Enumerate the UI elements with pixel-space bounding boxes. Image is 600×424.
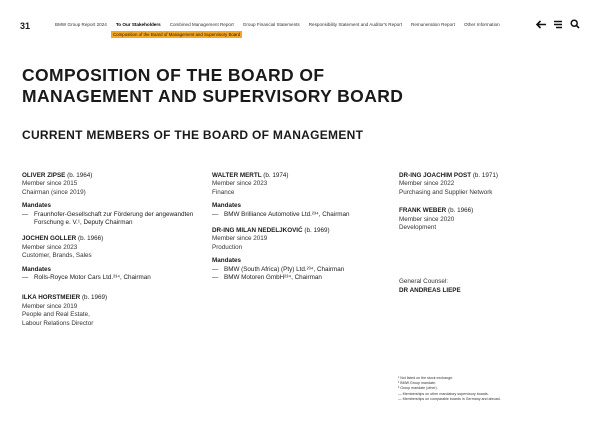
general-counsel-label: General Counsel: [399, 278, 449, 286]
back-arrow-icon[interactable] [535, 18, 547, 30]
member-name: FRANK WEBER [399, 207, 447, 215]
general-counsel [399, 278, 589, 295]
nav-item-responsibility-statement[interactable]: Responsibility Statement and Auditor's Report [308, 22, 403, 27]
footnote: ² BMW Group mandate. [398, 381, 436, 386]
member-birth-year: (b. 1964) [65, 172, 93, 179]
member-since: Member since 2022 [399, 180, 455, 188]
mandate-item: — Fraunhofer-Gesellschaft zur Förderung der angewandten Forschung e. V.¹, Deputy Chairman [22, 210, 194, 227]
member-since: Member since 2019 [212, 235, 268, 243]
member-name: OLIVER ZIPSE [22, 172, 66, 179]
toolbar-icons [535, 18, 581, 30]
member-since: Member since 2015 [22, 180, 78, 188]
nav-item-stakeholders[interactable]: To Our Stakeholders [115, 22, 161, 27]
member-horstmeier [22, 294, 202, 328]
member-name: DR-ING MILAN NEDELJKOVIĆ [212, 227, 303, 235]
member-birth-year: (b. 1966) [76, 235, 104, 243]
member-role: Customer, Brands, Sales [22, 252, 92, 260]
nav-item-remuneration-report[interactable]: Remuneration Report [411, 22, 455, 27]
member-since: Member since 2023 [22, 243, 78, 251]
member-role: Development [399, 224, 437, 232]
menu-icon[interactable] [552, 18, 564, 30]
top-navigation-bar [0, 0, 600, 44]
mandate-item: — Rolls-Royce Motor Cars Ltd.²³⁴, Chairman [22, 274, 151, 282]
page-title [22, 65, 403, 107]
section-nav [55, 22, 500, 27]
mandate-item: — BMW Motoren GmbH²³⁴, Chairman [212, 274, 322, 282]
mandate-item: — BMW (South Africa) (Pty) Ltd.²³⁴, Chairman [212, 265, 345, 273]
member-post [399, 172, 589, 197]
page-number: 31 [20, 21, 31, 31]
member-role: Purchasing and Supplier Network [399, 188, 493, 196]
member-name: WALTER MERTL [212, 172, 262, 179]
member-role: Production [212, 243, 243, 251]
members-column-1 [22, 172, 202, 336]
member-name: JOCHEN GOLLER [22, 235, 77, 243]
member-weber [399, 207, 589, 232]
member-birth-year: (b. 1969) [302, 227, 330, 235]
section-subtitle: CURRENT MEMBERS OF THE BOARD OF MANAGEMENT [22, 128, 364, 142]
members-column-3 [399, 172, 589, 303]
member-goller [22, 235, 202, 282]
general-counsel-name: DR ANDREAS LIEPE [399, 286, 461, 294]
nav-item-report[interactable]: BMW Group Report 2024 [55, 22, 107, 27]
member-birth-year: (b. 1969) [80, 294, 108, 302]
member-role: People and Real Estate, [22, 311, 90, 319]
nav-item-other-information[interactable]: Other Information [463, 22, 500, 27]
footnote: — Memberships on other mandatory supervisory boards. [398, 391, 489, 396]
member-birth-year: (b. 1971) [471, 172, 499, 179]
nav-item-management-report[interactable]: Combined Management Report [169, 22, 234, 27]
page-title-line-1: COMPOSITION OF THE BOARD OF [22, 65, 325, 85]
member-name: DR-ING JOACHIM POST [399, 172, 472, 179]
member-since: Member since 2023 [212, 180, 268, 188]
footnote: ³ Group mandate (other). [398, 386, 438, 391]
nav-item-financial-statements[interactable]: Group Financial Statements [242, 22, 300, 27]
member-role: Labour Relations Director [22, 319, 94, 327]
search-icon[interactable] [569, 18, 581, 30]
subnav-current-section[interactable]: Composition of the Board of Management and Supervisory Board [113, 32, 241, 37]
member-zipse [22, 172, 202, 227]
member-name: ILKA HORSTMEIER [22, 294, 81, 302]
members-column-2 [212, 172, 392, 290]
member-nedeljkovic [212, 227, 392, 282]
member-role: Finance [212, 188, 235, 196]
member-birth-year: (b. 1974) [261, 172, 289, 179]
mandates-label: Mandates [212, 257, 242, 265]
footnote: ¹ Not listed on the stock exchange. [398, 376, 454, 380]
mandate-item: — BMW Brilliance Automotive Ltd.²³⁴, Chairman [212, 210, 350, 218]
member-since: Member since 2020 [399, 215, 455, 223]
member-mertl [212, 172, 392, 219]
member-since: Member since 2019 [22, 302, 78, 310]
footnote: — Memberships on comparable boards in Germany and abroad. [398, 396, 501, 401]
footnotes [398, 376, 501, 402]
page-title-line-2: MANAGEMENT AND SUPERVISORY BOARD [22, 86, 404, 106]
mandates-label: Mandates [212, 202, 242, 210]
mandates-label: Mandates [22, 202, 52, 210]
mandates-label: Mandates [22, 265, 52, 273]
member-birth-year: (b. 1966) [446, 207, 474, 215]
member-role: Chairman (since 2019) [22, 188, 86, 196]
